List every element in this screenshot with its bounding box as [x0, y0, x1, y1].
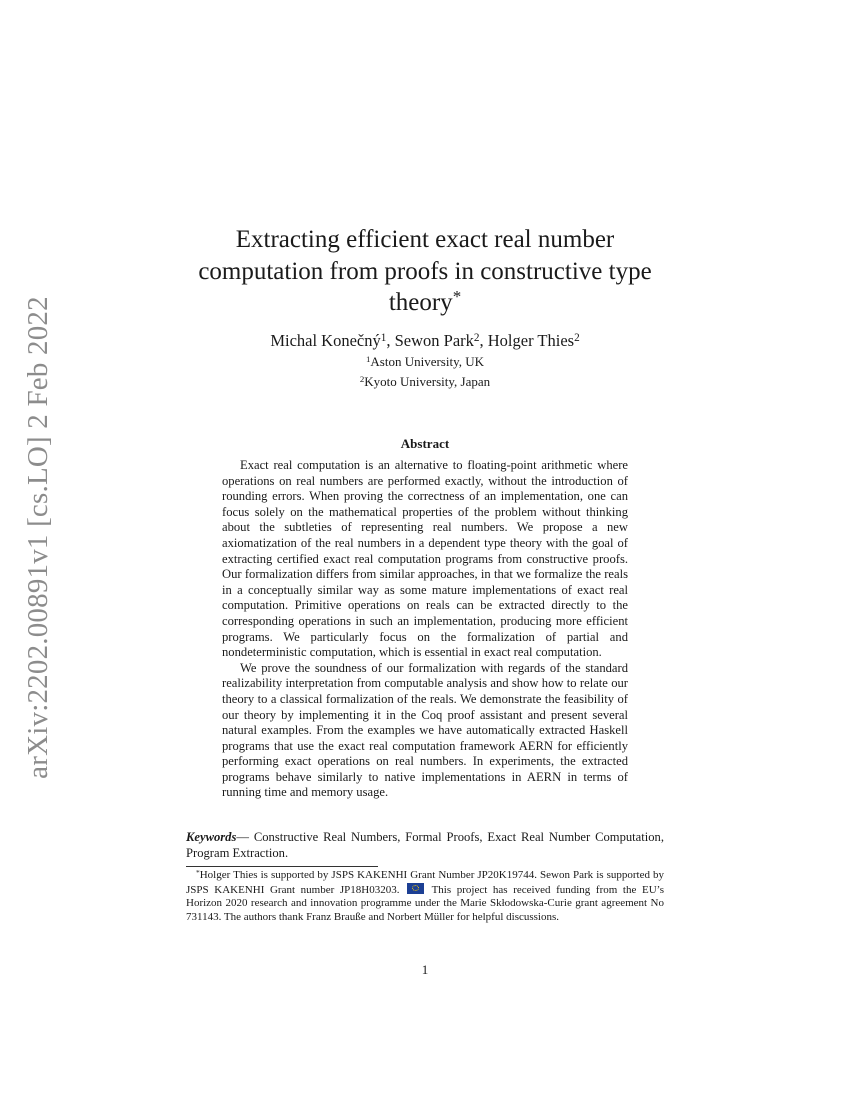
title-footnote-mark: * [452, 287, 462, 307]
author-affil-mark: 1 [380, 331, 387, 344]
title-text: Extracting efficient exact real number computation from proofs in constructive type theory [198, 226, 652, 316]
paper-title [185, 224, 665, 319]
author-name: Holger Thies [487, 331, 575, 350]
abstract-body [222, 458, 628, 801]
page-number: 1 [421, 962, 429, 977]
eu-flag-icon [407, 883, 424, 894]
author-list [185, 330, 665, 352]
footnote [186, 869, 664, 924]
author-name: Sewon Park [394, 331, 474, 350]
author-affil-mark: 2 [473, 331, 480, 344]
affiliation-mark: 1 [365, 354, 371, 365]
footnote-paragraph [186, 869, 664, 924]
abstract-paragraph: Exact real computation is an alternative to floating-point arithmetic where operations on real numbers are performed exactly, without the introduction of rounding errors. When proving the correctness of an implementation, one can focus solely on the mathematical properties of the problem without thinking about the subtleties of representing real numbers. We propose a new axiomatization of the real numbers in a dependent type theory with the goal of extracting certified exact real computation programs from constructive proofs. Our formalization differs from similar approaches, in that we formalize the reals in a conceptually similar way as some mature implementations of exact real computation. Primitive operations on reals can be extracted directly to the corresponding operations in such an implementation, producing more efficient programs. We particularly focus on the formalization of partial and nondeterministic computation, which is essential in exact real computation. [222, 458, 628, 660]
footnote-text: Holger Thies is supported by JSPS KAKENHI Grant Number JP20K19744. Sewon Park is supported by JSPS KAKENHI Grant number JP18H03203. [186, 869, 664, 896]
keywords-label: Keywords [186, 830, 237, 844]
affiliation-name: Aston University, UK [370, 354, 485, 369]
author-affil-mark: 2 [574, 331, 580, 344]
footnote-mark: * [196, 867, 200, 877]
arxiv-identifier: arXiv:2202.00891v1 [cs.LO] 2 Feb 2022 [21, 295, 54, 779]
footnote-text: This project has received funding from the EU’s Horizon 2020 research and innovation programme under the Marie Skłodowska-Curie grant agreement No 731143. The authors thank Franz Brauße and Norbert Müller for helpful discussions. [186, 883, 664, 923]
author-separator: , [386, 331, 395, 350]
author-separator: , [479, 331, 488, 350]
abstract-paragraph: We prove the soundness of our formalization with regards of the standard realizability interpretation from computable analysis and show how to relate our theory to a classical formalization of the reals. We demonstrate the feasibility of our theory by implementing it in the Coq proof assistant and present several natural examples. From the examples we have automatically extracted Haskell programs that use the exact real computation framework AERN for efficiently performing exact operations on real numbers. In experiments, the extracted programs behave similarly to native implementations in AERN in terms of running time and memory usage. [222, 660, 628, 800]
affiliation-name: Kyoto University, Japan [364, 374, 491, 389]
footnote-rule [186, 866, 378, 867]
affiliation [185, 373, 665, 390]
affiliation-mark: 2 [359, 374, 365, 385]
keywords [186, 830, 664, 861]
arxiv-sidebar [18, 295, 58, 779]
abstract-heading: Abstract [400, 436, 450, 451]
keywords-dash: — [236, 830, 254, 844]
keywords-text: Constructive Real Numbers, Formal Proofs, Exact Real Number Computation, Program Extraction. [186, 830, 664, 860]
affiliation [185, 353, 665, 370]
author-name: Michal Konečný [270, 331, 381, 350]
